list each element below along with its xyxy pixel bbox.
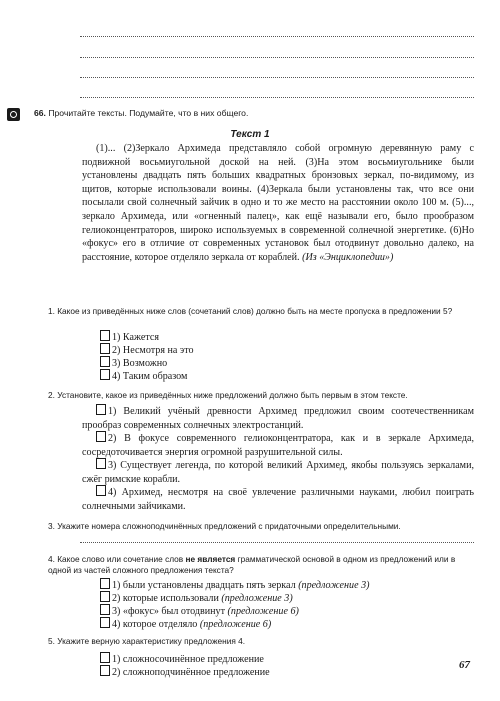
task-type-icon <box>7 108 20 121</box>
checkbox[interactable] <box>96 458 106 469</box>
option-label: 2) сложноподчинённое предложение <box>112 667 270 678</box>
q2-option-1[interactable] <box>82 404 474 432</box>
question-5: 5. Укажите верную характеристику предложения 4. <box>48 636 246 646</box>
checkbox[interactable] <box>100 617 110 628</box>
checkbox[interactable] <box>100 591 110 602</box>
question-3: 3. Укажите номера сложноподчинённых предложений с придаточными определительными. <box>48 521 401 531</box>
q4-option-4[interactable] <box>100 617 271 631</box>
option-label: 2) которые использовали <box>112 593 222 604</box>
q5-option-2[interactable] <box>100 665 270 679</box>
option-ref: (предложение 6) <box>227 606 299 617</box>
checkbox[interactable] <box>100 652 110 663</box>
option-ref: (предложение 3) <box>221 593 293 604</box>
option-label: 3) Существует легенда, по которой великий Архимед, якобы пользуясь зеркалами, сжёг римские корабли. <box>82 460 474 485</box>
q2-option-2[interactable] <box>82 431 474 459</box>
answer-line[interactable] <box>80 36 474 37</box>
q4-option-3[interactable] <box>100 604 299 618</box>
checkbox[interactable] <box>100 356 110 367</box>
option-label: 4) которое отделяло <box>112 619 200 630</box>
checkbox[interactable] <box>100 604 110 615</box>
q4-option-1[interactable] <box>100 578 370 592</box>
question-4 <box>48 554 476 576</box>
task-header <box>34 108 248 118</box>
q1-option-2[interactable] <box>100 343 194 357</box>
option-label: 3) Возможно <box>112 358 168 369</box>
checkbox[interactable] <box>100 369 110 380</box>
checkbox[interactable] <box>100 343 110 354</box>
task-number: 66. <box>34 108 46 118</box>
answer-line[interactable] <box>80 542 474 543</box>
checkbox[interactable] <box>96 431 106 442</box>
checkbox[interactable] <box>100 578 110 589</box>
option-label: 1) Кажется <box>112 332 159 343</box>
option-label: 2) В фокусе современного гелиоконцентратора, как и в зеркале Архимеда, сосредоточивается энергия огромной разрушительной силы. <box>82 433 474 458</box>
q5-option-1[interactable] <box>100 652 264 666</box>
q4-text-bold: не является <box>185 554 236 564</box>
question-2: 2. Установите, какое из приведённых ниже предложений должно быть первым в этом тексте. <box>48 390 408 400</box>
q4-option-2[interactable] <box>100 591 293 605</box>
option-ref: (предложение 3) <box>298 580 370 591</box>
q1-option-4[interactable] <box>100 369 187 383</box>
option-ref: (предложение 6) <box>199 619 272 630</box>
text-source: (Из «Энциклопедии») <box>302 251 394 263</box>
task-instruction: Прочитайте тексты. Подумайте, что в них общего. <box>48 108 249 118</box>
checkbox[interactable] <box>96 485 106 496</box>
q2-option-3[interactable] <box>82 458 474 486</box>
answer-line[interactable] <box>80 97 474 98</box>
option-label: 1) были установлены двадцать пять зеркал <box>112 580 299 591</box>
q4-text-after: грамматической основой в одном из предложений или в одной из частей сложного предложения текста? <box>48 554 456 575</box>
question-1: 1. Какое из приведённых ниже слов (сочетаний слов) должно быть на месте пропуска в предложении 5? <box>48 306 453 316</box>
option-label: 2) Несмотря на это <box>112 345 194 356</box>
option-label: 4) Архимед, несмотря на своё увлечение различными науками, любил поиграть солнечными зайчиками. <box>82 487 474 512</box>
q1-option-3[interactable] <box>100 356 167 370</box>
text-title: Текст 1 <box>230 129 270 140</box>
q2-option-4[interactable] <box>82 485 474 513</box>
q4-text-before: 4. Какое слово или сочетание слов <box>48 554 186 564</box>
q1-option-1[interactable] <box>100 330 159 344</box>
checkbox[interactable] <box>100 330 110 341</box>
option-label: 1) Великий учёный древности Архимед предложил своим соотечественникам прообраз современных солнечных электростанций. <box>82 406 474 431</box>
option-label: 1) сложносочинённое предложение <box>112 654 264 665</box>
option-label: 3) «фокус» был отодвинут <box>112 606 228 617</box>
checkbox[interactable] <box>100 665 110 676</box>
answer-line[interactable] <box>80 57 474 58</box>
page-number: 67 <box>459 659 470 671</box>
text-body-content: (1)... (2)Зеркало Архимеда представляло собой огромную деревянную раму с подвижной восьмиугольной доской на ней. (3)На этом восьмиугольнике были установлены двадцать пять больших квадратных бронзовых зеркал, по-видимому, из щитов, которые использовали воины. (4)Зеркала были установлены так, что все они посылали свой солнечный зайчик в одно и то же место на расстоянии около 100 м. (5)..., зеркало Архимеда, или «огненный палец», как ещё называли его, было прообразом гелиоконцентраторов, широко используемых в современной солнечной энергетике. (6)Но «фокус» его в отличие от современных установок был отодвинут довольно далеко, на расстояние, которое отделяло зеркала от кораблей. <box>82 143 474 263</box>
answer-line[interactable] <box>80 77 474 78</box>
text-body <box>82 142 474 264</box>
option-label: 4) Таким образом <box>112 371 188 382</box>
checkbox[interactable] <box>96 404 106 415</box>
